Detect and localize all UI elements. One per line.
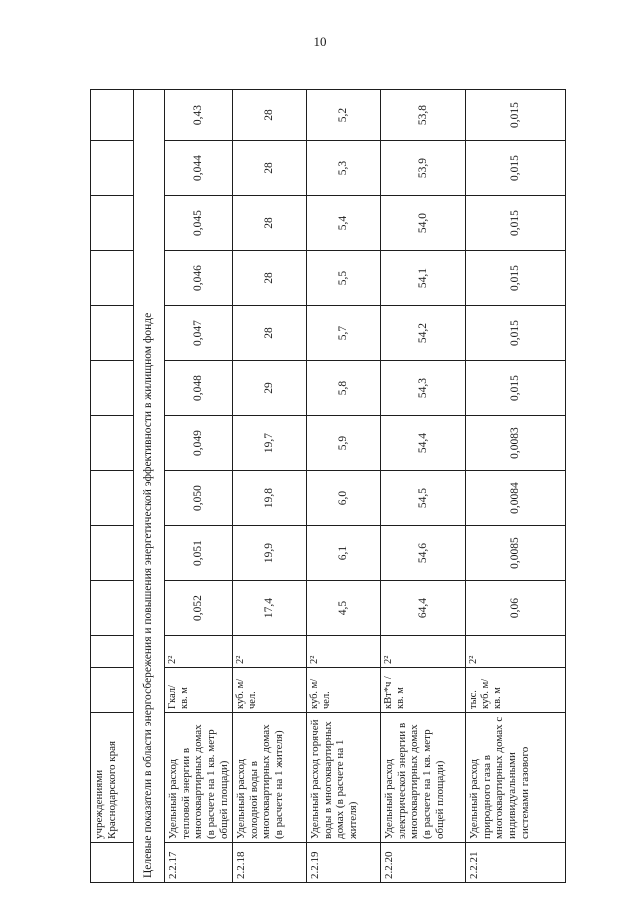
row-value: 54,2: [381, 306, 466, 361]
row-value: 0,050: [165, 471, 233, 526]
row-value: 0,044: [165, 141, 233, 196]
row-value: 5,5: [307, 251, 381, 306]
table-row: [233, 90, 307, 883]
row-value: 19,9: [233, 526, 307, 581]
row-unit: куб. м/ чел.: [307, 668, 381, 713]
row-note: 2²: [381, 636, 466, 668]
row-value: 6,0: [307, 471, 381, 526]
section-title: Целевые показатели в области энергосбережения и повышения энергетической эффективности в жилищном фонде: [134, 90, 165, 883]
header-row-code-cell: [91, 843, 134, 883]
row-code: 2.2.19: [307, 843, 381, 883]
row-value: 5,9: [307, 416, 381, 471]
row-indicator-name: Удельный расход тепловой энергии в многоквартирных домах (в расчете на 1 кв. метр общей площади): [165, 713, 233, 843]
row-value: 0,0084: [466, 471, 566, 526]
row-note: 2²: [307, 636, 381, 668]
row-indicator-name: Удельный расход горячей воды в многоквартирных домах (в расчете на 1 жителя): [307, 713, 381, 843]
row-value: 28: [233, 306, 307, 361]
row-value: 0,43: [165, 90, 233, 141]
table-row: [466, 90, 566, 883]
row-value: 5,4: [307, 196, 381, 251]
row-code: 2.2.21: [466, 843, 566, 883]
header-row-cell: [91, 141, 134, 196]
row-value: 54,6: [381, 526, 466, 581]
row-value: 29: [233, 361, 307, 416]
row-value: 0,046: [165, 251, 233, 306]
row-value: 0,0083: [466, 416, 566, 471]
row-value: 28: [233, 196, 307, 251]
row-unit: Гкал/ кв. м: [165, 668, 233, 713]
row-note: 2²: [165, 636, 233, 668]
table-row: [307, 90, 381, 883]
header-row-label: учреждениями Краснодарского края: [91, 713, 134, 843]
table-row: [381, 90, 466, 883]
row-value: 0,051: [165, 526, 233, 581]
page-number: 10: [313, 34, 327, 49]
row-value: 0,047: [165, 306, 233, 361]
row-value: 0,015: [466, 90, 566, 141]
row-value: 6,1: [307, 526, 381, 581]
row-value: 0,06: [466, 581, 566, 636]
row-code: 2.2.18: [233, 843, 307, 883]
row-value: 0,045: [165, 196, 233, 251]
row-code: 2.2.17: [165, 843, 233, 883]
header-row: [91, 90, 134, 883]
header-row-cell: [91, 471, 134, 526]
header-row-cell: [91, 668, 134, 713]
row-value: 0,015: [466, 251, 566, 306]
row-value: 53,8: [381, 90, 466, 141]
row-value: 5,2: [307, 90, 381, 141]
header-row-cell: [91, 416, 134, 471]
header-row-cell: [91, 581, 134, 636]
header-row-cell: [91, 636, 134, 668]
row-indicator-name: Удельный расход электрической энергии в многоквартирных домах (в расчете на 1 кв. метр общей площади): [381, 713, 466, 843]
row-value: 0,015: [466, 306, 566, 361]
row-value: 19,7: [233, 416, 307, 471]
row-value: 28: [233, 251, 307, 306]
row-value: 0,015: [466, 196, 566, 251]
indicators-table: [90, 89, 566, 883]
row-value: 0,0085: [466, 526, 566, 581]
row-value: 0,015: [466, 141, 566, 196]
row-unit: кВт*ч /кв. м: [381, 668, 466, 713]
row-value: 5,8: [307, 361, 381, 416]
row-value: 4,5: [307, 581, 381, 636]
row-value: 0,015: [466, 361, 566, 416]
row-value: 28: [233, 141, 307, 196]
header-row-cell: [91, 251, 134, 306]
row-value: 5,3: [307, 141, 381, 196]
row-note: 2²: [233, 636, 307, 668]
row-value: 54,3: [381, 361, 466, 416]
row-value: 54,1: [381, 251, 466, 306]
header-row-cell: [91, 361, 134, 416]
header-row-cell: [91, 526, 134, 581]
row-value: 64,4: [381, 581, 466, 636]
row-value: 19,8: [233, 471, 307, 526]
row-value: 0,049: [165, 416, 233, 471]
row-indicator-name: Удельный расход природного газа в многоквартирных домах с индивидуальными системами газового: [466, 713, 566, 843]
row-value: 28: [233, 90, 307, 141]
row-indicator-name: Удельный расход холодной воды в многоквартирных домах (в расчете на 1 жителя): [233, 713, 307, 843]
row-value: 0,052: [165, 581, 233, 636]
rotated-table-frame: [90, 90, 553, 883]
row-value: 53,9: [381, 141, 466, 196]
row-code: 2.2.20: [381, 843, 466, 883]
rotated-table-content: [90, 90, 553, 883]
header-row-cell: [91, 90, 134, 141]
row-unit: куб. м/чел.: [233, 668, 307, 713]
section-row: [134, 90, 165, 883]
row-value: 17,4: [233, 581, 307, 636]
row-value: 54,5: [381, 471, 466, 526]
row-note: 2²: [466, 636, 566, 668]
row-value: 5,7: [307, 306, 381, 361]
row-value: 0,048: [165, 361, 233, 416]
table-row: [165, 90, 233, 883]
row-value: 54,0: [381, 196, 466, 251]
row-unit: тыс. куб. м/кв. м: [466, 668, 566, 713]
header-row-cell: [91, 196, 134, 251]
row-value: 54,4: [381, 416, 466, 471]
header-row-cell: [91, 306, 134, 361]
